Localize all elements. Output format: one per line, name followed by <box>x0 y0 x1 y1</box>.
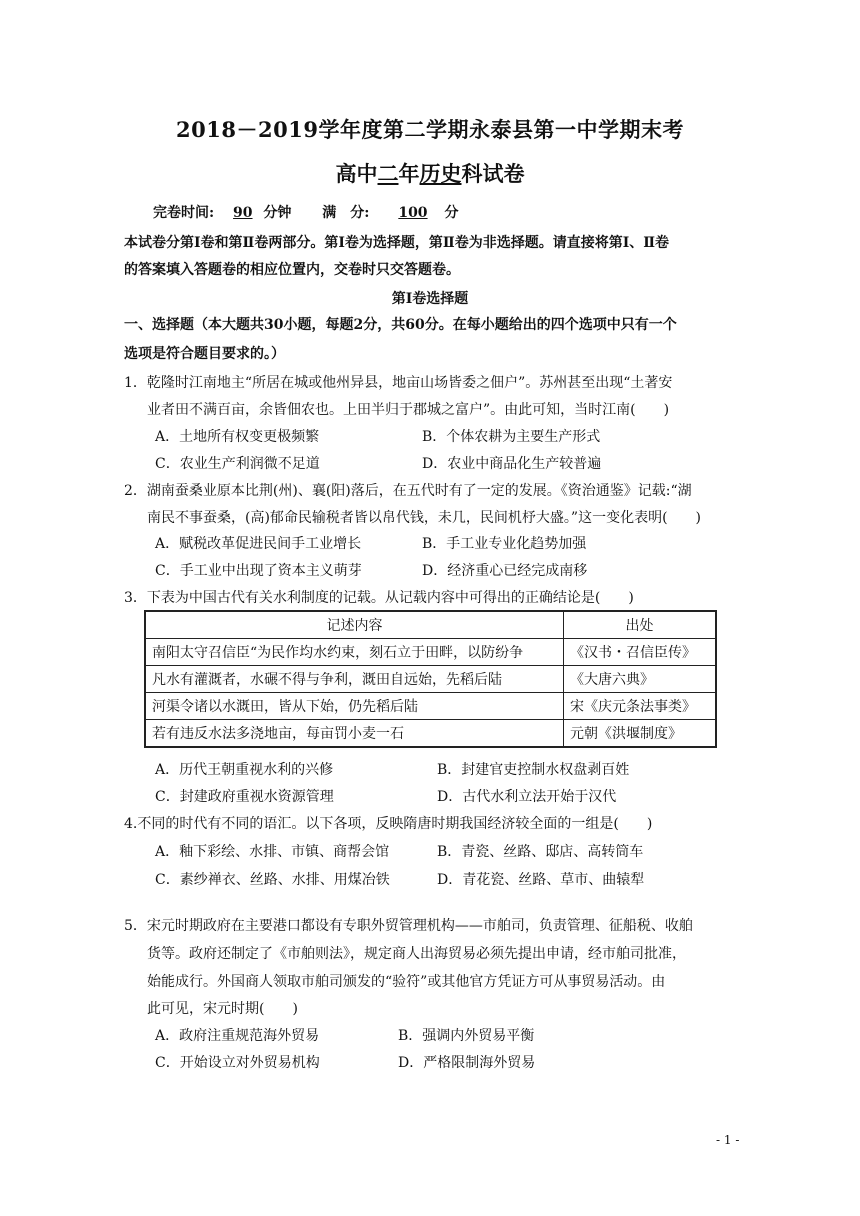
table-cell-source: 元朝《洪堰制度》 <box>564 720 717 748</box>
water-records-table <box>144 610 717 748</box>
q3-option-a[interactable]: A．历代王朝重视水利的兴修 <box>155 762 334 778</box>
table-cell-content: 南阳太守召信臣“为民作均水约束，刻石立于田畔，以防纷争 <box>145 639 564 666</box>
table-cell-source: 《汉书・召信臣传》 <box>564 639 717 666</box>
exam-meta <box>153 202 458 222</box>
q5-stem-line2: 货等。政府还制定了《市舶则法》，规定商人出海贸易必须先提出申请，经市舶司批准， <box>147 946 686 962</box>
q1-option-b[interactable]: B．个体农耕为主要生产形式 <box>422 429 601 445</box>
q1-option-c[interactable]: C．农业生产利润微不足道 <box>155 456 320 472</box>
q1-stem-line1: 1．乾隆时江南地主“所居在城或他州异县，地亩山场皆委之佃户”。苏州甚至出现“土著安 <box>124 375 673 391</box>
table-cell-source: 《大唐六典》 <box>564 666 717 693</box>
score-label: 满 分: <box>322 205 370 221</box>
q5-option-c[interactable]: C．开始设立对外贸易机构 <box>155 1055 320 1071</box>
q1-stem-line2: 业者田不满百亩，余皆佃农也。上田半归于郡城之富户”。由此可知，当时江南( ) <box>147 402 670 418</box>
q2-stem-line1: 2．湖南蚕桑业原本比荆(州)、襄(阳)落后，在五代时有了一定的发展。《资治通鉴》记载:“湖 <box>124 483 692 499</box>
q2-stem-line2: 南民不事蚕桑，(高)郁命民输税者皆以帛代钱，未几，民间机杼大盛。”这一变化表明( ) <box>147 510 702 526</box>
q4-option-d[interactable]: D．青花瓷、丝路、草市、曲辕犁 <box>437 872 645 888</box>
q3-stem-line1: 3．下表为中国古代有关水利制度的记载。从记载内容中可得出的正确结论是( ) <box>124 590 634 606</box>
q5-option-b[interactable]: B．强调内外贸易平衡 <box>398 1028 535 1044</box>
q4-stem-line1: 4.不同的时代有不同的语汇。以下各项，反映隋唐时期我国经济较全面的一组是( ) <box>124 816 653 832</box>
q4-option-a[interactable]: A．釉下彩绘、水排、市镇、商帮会馆 <box>155 844 390 860</box>
title-part-a: 高中 <box>335 161 378 186</box>
q3-option-d[interactable]: D．古代水利立法开始于汉代 <box>437 789 617 805</box>
exam-title-line1: 2018－2019学年度第二学期永泰县第一中学期末考 <box>176 117 684 142</box>
q2-option-b[interactable]: B．手工业专业化趋势加强 <box>422 536 587 552</box>
table-cell-source: 宋《庆元条法事类》 <box>564 693 717 720</box>
title-subject: 历史 <box>419 161 462 186</box>
q4-option-b[interactable]: B．青瓷、丝路、邸店、高转筒车 <box>437 844 644 860</box>
time-value: 90 <box>233 205 253 221</box>
intro-line1: 本试卷分第Ⅰ卷和第Ⅱ卷两部分。第Ⅰ卷为选择题，第Ⅱ卷为非选择题。请直接将第Ⅰ、Ⅱ卷 <box>124 235 670 251</box>
table-cell-content: 凡水有灌溉者，水碾不得与争利，溉田自远始，先稻后陆 <box>145 666 564 693</box>
table-header-content: 记述内容 <box>145 611 564 639</box>
section-title: 第Ⅰ卷选择题 <box>391 291 469 307</box>
exam-title-line2 <box>0 158 860 188</box>
q5-option-d[interactable]: D．严格限制海外贸易 <box>398 1055 536 1071</box>
page-number: - 1 - <box>716 1133 740 1147</box>
table-row <box>145 639 716 666</box>
title-grade: 二 <box>377 161 399 186</box>
time-unit: 分钟 <box>263 205 292 221</box>
table-row <box>145 693 716 720</box>
intro-line2: 的答案填入答题卷的相应位置内，交卷时只交答题卷。 <box>124 262 460 278</box>
q3-option-b[interactable]: B．封建官吏控制水权盘剥百姓 <box>437 762 630 778</box>
q5-stem-line1: 5．宋元时期政府在主要港口都设有专职外贸管理机构——市舶司，负责管理、征船税、收舶 <box>124 918 693 934</box>
q4-option-c[interactable]: C．素纱禅衣、丝路、水排、用煤冶铁 <box>155 872 390 888</box>
table-header-row <box>145 611 716 639</box>
q1-option-a[interactable]: A．土地所有权变更极频繁 <box>155 429 320 445</box>
q5-stem-line3: 始能成行。外国商人领取市舶司颁发的“验符”或其他官方凭证方可从事贸易活动。由 <box>147 974 666 990</box>
table-row <box>145 720 716 748</box>
q2-option-c[interactable]: C．手工业中出现了资本主义萌芽 <box>155 563 362 579</box>
table-cell-content: 若有违反水法多浇地亩，每亩罚小麦一石 <box>145 720 564 748</box>
part-instructions-line1: 一、选择题（本大题共30小题，每题2分，共60分。在每小题给出的四个选项中只有一个 <box>124 317 677 333</box>
time-label: 完卷时间: <box>153 205 215 221</box>
q1-option-d[interactable]: D．农业中商品化生产较普遍 <box>422 456 602 472</box>
score-value: 100 <box>398 205 428 221</box>
part-instructions-line2: 选项是符合题目要求的。） <box>124 346 285 362</box>
title-part-c: 年 <box>398 161 420 186</box>
title-part-e: 科试卷 <box>461 161 525 186</box>
q5-option-a[interactable]: A．政府注重规范海外贸易 <box>155 1028 320 1044</box>
score-unit: 分 <box>444 205 459 221</box>
q2-option-a[interactable]: A．赋税改革促进民间手工业增长 <box>155 536 362 552</box>
table-header-source: 出处 <box>564 611 717 639</box>
q3-option-c[interactable]: C．封建政府重视水资源管理 <box>155 789 334 805</box>
q5-stem-line4: 此可见，宋元时期( ) <box>147 1001 298 1017</box>
table-cell-content: 河渠令诸以水溉田，皆从下始，仍先稻后陆 <box>145 693 564 720</box>
q2-option-d[interactable]: D．经济重心已经完成南移 <box>422 563 588 579</box>
table-row <box>145 666 716 693</box>
